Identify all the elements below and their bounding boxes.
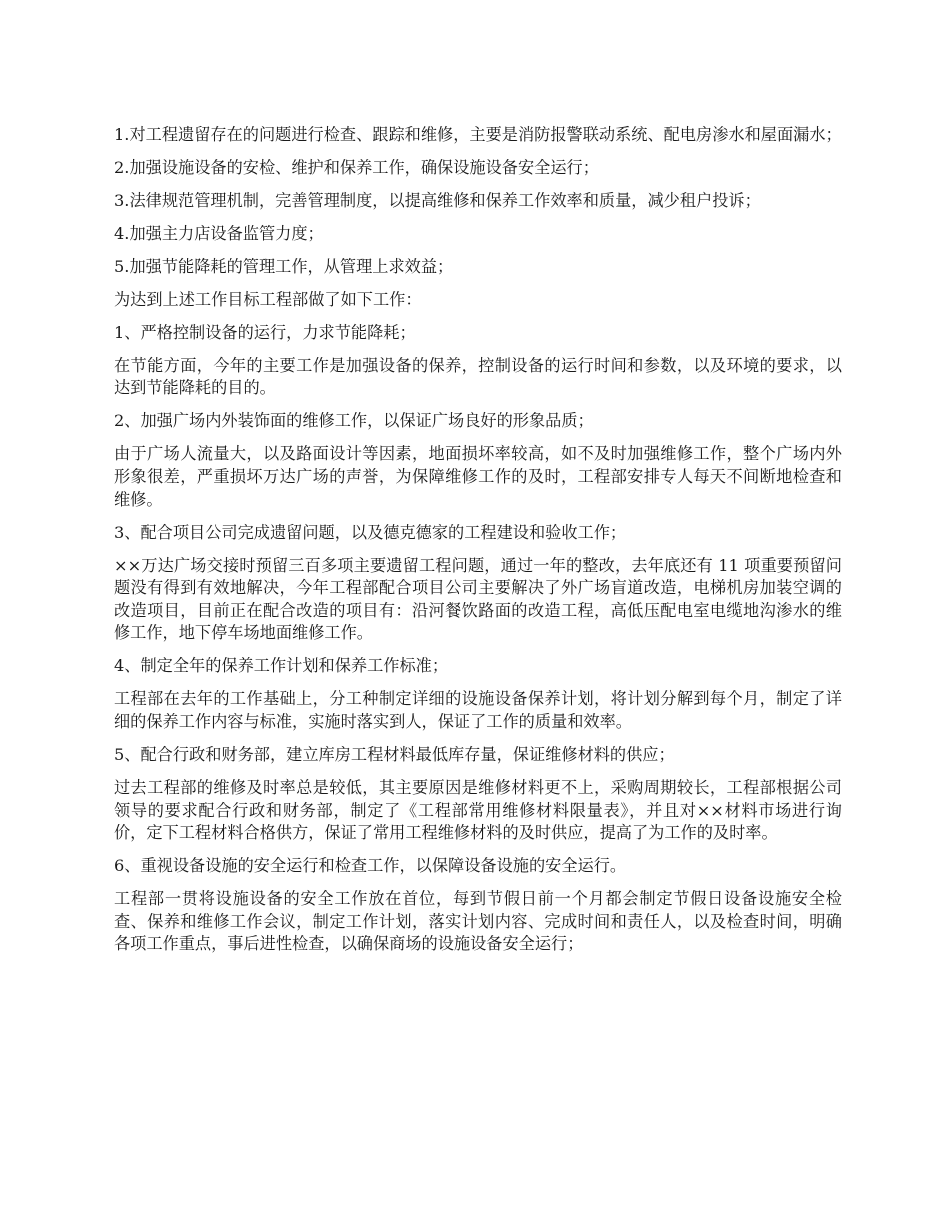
section-heading: 2、加强广场内外装饰面的维修工作，以保证广场良好的形象品质； xyxy=(114,411,594,431)
paragraph: 为达到上述工作目标工程部做了如下工作： xyxy=(114,289,422,309)
paragraph: 2.加强设施设备的安检、维护和保养工作，确保设施设备安全运行； xyxy=(114,157,599,177)
section-heading: 3、配合项目公司完成遗留问题，以及德克德家的工程建设和验收工作； xyxy=(114,522,627,542)
paragraph: 5.加强节能降耗的管理工作，从管理上求效益； xyxy=(114,256,454,276)
section-heading: 6、重视设备设施的安全运行和检查工作，以保障设备设施的安全运行。 xyxy=(114,856,627,876)
paragraph: 1.对工程遗留存在的问题进行检查、跟踪和维修，主要是消防报警联动系统、配电房渗水和屋面漏水； xyxy=(114,125,842,144)
section-heading: 1、严格控制设备的运行，力求节能降耗； xyxy=(114,322,416,342)
paragraph: 由于广场人流量大，以及路面设计等因素，地面损坏率较高，如不及时加强维修工作，整个广场内外形象很差，严重损坏万达广场的声誉，为保障维修工作的及时，工程部安排专人每天不间断地检查和维修。 xyxy=(114,444,842,509)
section-heading: 4、制定全年的保养工作计划和保养工作标准； xyxy=(114,656,449,676)
paragraph: 工程部一贯将设施设备的安全工作放在首位，每到节假日前一个月都会制定节假日设备设施安全检查、保养和维修工作会议，制定工作计划，落实计划内容、完成时间和责任人，以及检查时间，明确各项工作重点，事后进性检查，以确保商场的设施设备安全运行； xyxy=(114,889,842,954)
paragraph: 3.法律规范管理机制，完善管理制度，以提高维修和保养工作效率和质量，减少租户投诉； xyxy=(114,190,761,210)
paragraph: ××万达广场交接时预留三百多项主要遗留工程问题，通过一年的整改，去年底还有 11 项重要预留问题没有得到有效地解决，今年工程部配合项目公司主要解决了外广场盲道改造，电梯机房加装空调的改造项目，目前正在配合改造的项目有：沿河餐饮路面的改造工程，高低压配电室电缆地沟渗水的维修工作，地下停车场地面维修工作。 xyxy=(114,555,842,643)
paragraph: 工程部在去年的工作基础上，分工种制定详细的设施设备保养计划，将计划分解到每个月，制定了详细的保养工作内容与标准，实施时落实到人，保证了工作的质量和效率。 xyxy=(114,689,842,731)
section-heading: 5、配合行政和财务部，建立库房工程材料最低库存量，保证维修材料的供应； xyxy=(114,744,675,764)
document-body xyxy=(114,124,842,966)
paragraph: 过去工程部的维修及时率总是较低，其主要原因是维修材料更不上，采购周期较长，工程部根据公司领导的要求配合行政和财务部，制定了《工程部常用维修材料限量表》，并且对××材料市场进行询价，定下工程材料合格供方，保证了常用工程维修材料的及时供应，提高了为工作的及时率。 xyxy=(114,777,842,843)
paragraph: 4.加强主力店设备监管力度； xyxy=(114,223,324,243)
paragraph: 在节能方面，今年的主要工作是加强设备的保养，控制设备的运行时间和参数，以及环境的要求，以达到节能降耗的目的。 xyxy=(114,355,842,398)
